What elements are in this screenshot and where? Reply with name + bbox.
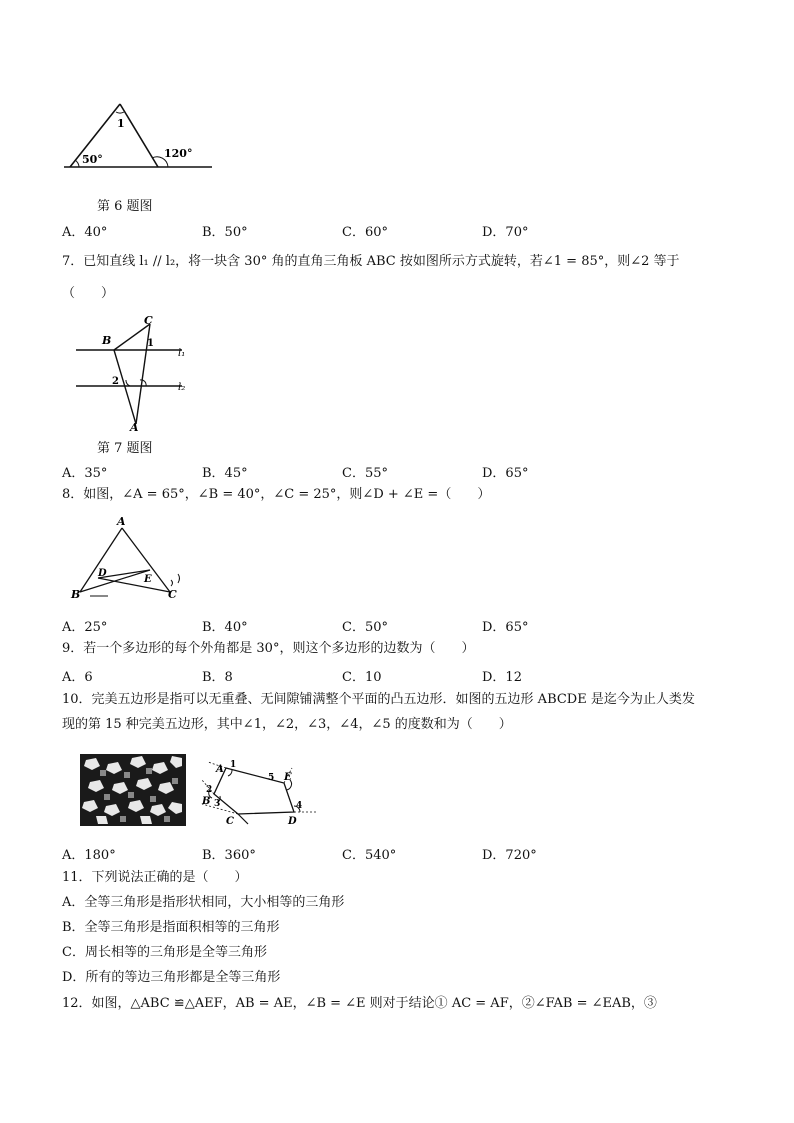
q10-option-a: A．180° [62,848,116,863]
q6-option-d: D．70° [482,225,529,240]
q10-label-C: C [226,816,234,827]
q9-option-c: C．10 [342,670,382,685]
q10-option-d: D．720° [482,848,537,863]
q11-option-b: B．全等三角形是指面积相等的三角形 [62,920,280,935]
q7-option-b: B．45° [202,466,248,481]
q8-label-E: E [144,574,152,585]
q6-option-b: B．50° [202,225,248,240]
q7-label-C: C [144,314,153,327]
q9-option-a: A．6 [62,670,93,685]
q6-caption: 第 6 题图 [97,199,153,214]
q6-angle-1-label: 1 [117,117,125,130]
q10-option-c: C．540° [342,848,397,863]
q10-pentagon-figure [198,750,322,828]
q7-label-l1: l₁ [178,348,186,359]
q6-option-c: C．60° [342,225,388,240]
q6-angle-120-label: 120° [164,147,193,160]
q9-option-b: B．8 [202,670,233,685]
q7-parallel-lines-figure [72,314,202,432]
q11-option-d: D．所有的等边三角形都是全等三角形 [62,970,281,985]
q12-stem: 12．如图，△ABC ≌△AEF，AB = AE，∠B = ∠E 则对于结论① AC = AF，②∠FAB = ∠EAB，③ [62,996,657,1011]
q7-caption: 第 7 题图 [97,441,153,456]
q10-tiling-photo [80,754,186,826]
q7-label-A: A [130,421,139,432]
q7-stem-line1: 7．已知直线 l₁ // l₂，将一块含 30° 角的直角三角板 ABC 按如图所示方式旋转，若∠1 = 85°，则∠2 等于 [62,254,680,269]
q8-option-b: B．40° [202,620,248,635]
q8-label-C: C [168,588,177,601]
q7-label-l2: l₂ [178,382,186,393]
q7-stem-line2: （ ） [62,286,115,301]
q8-label-A: A [117,515,126,528]
q10-label-5: 5 [268,773,275,783]
q10-option-b: B．360° [202,848,256,863]
q10-label-D: D [288,816,297,827]
q9-option-d: D．12 [482,670,522,685]
q7-label-B: B [102,334,112,347]
q7-option-c: C．55° [342,466,388,481]
q11-stem: 11．下列说法正确的是（ ） [62,870,248,885]
q8-option-c: C．50° [342,620,388,635]
q6-triangle-figure [60,96,220,176]
q10-label-4: 4 [296,801,303,811]
q10-label-A: A [216,764,224,775]
q10-stem-line2: 现的第 15 种完美五边形，其中∠1，∠2，∠3，∠4，∠5 的度数和为（ ） [62,717,512,732]
q8-stem: 8．如图，∠A = 65°，∠B = 40°，∠C = 25°，则∠D + ∠E =（ ） [62,487,491,502]
q11-option-a: A．全等三角形是指形状相同，大小相等的三角形 [62,895,345,910]
q7-option-d: D．65° [482,466,529,481]
q7-label-2: 2 [112,376,119,387]
q7-label-1: 1 [147,338,154,349]
q8-option-a: A．25° [62,620,108,635]
q8-label-B: B [71,588,81,601]
q6-option-a: A．40° [62,225,108,240]
q10-label-2: 2 [206,785,213,795]
q6-angle-50-label: 50° [82,153,103,166]
q10-label-1: 1 [230,760,237,770]
q10-label-B: B [202,796,211,807]
q8-figure [68,514,192,602]
q11-option-c: C．周长相等的三角形是全等三角形 [62,945,267,960]
q10-label-E: E [284,772,292,783]
q9-stem: 9．若一个多边形的每个外角都是 30°，则这个多边形的边数为（ ） [62,641,475,656]
q10-stem-line1: 10．完美五边形是指可以无重叠、无间隙铺满整个平面的凸五边形．如图的五边形 ABCDE 是迄今为止人类发 [62,692,695,707]
q8-label-D: D [98,568,107,579]
q10-label-3: 3 [214,799,221,809]
q7-option-a: A．35° [62,466,108,481]
q8-option-d: D．65° [482,620,529,635]
